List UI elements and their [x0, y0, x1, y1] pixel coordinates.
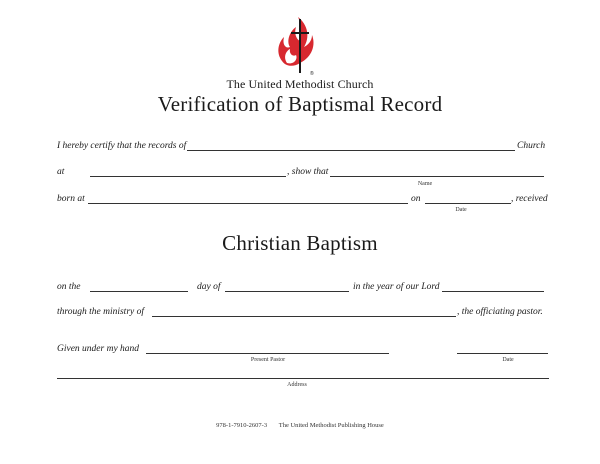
day-of-label: day of: [197, 282, 221, 292]
birthplace-field[interactable]: [88, 203, 408, 204]
month-field[interactable]: [225, 291, 349, 292]
year-of-lord-label: in the year of our Lord: [353, 282, 440, 292]
date-caption: Date: [455, 207, 467, 213]
publisher: The United Methodist Publishing House: [278, 422, 384, 429]
document-title: Verification of Baptismal Record: [157, 92, 443, 116]
show-that-label: , show that: [287, 167, 329, 177]
birth-date-field[interactable]: [425, 203, 511, 204]
year-field[interactable]: [442, 291, 544, 292]
officiating-pastor-field[interactable]: [152, 316, 456, 317]
footer: [0, 422, 600, 429]
signature-date-field[interactable]: [457, 353, 548, 354]
isbn: 978-1-7910-2607-3: [216, 422, 268, 429]
name-field[interactable]: [330, 176, 544, 177]
cross-flame-logo: [270, 13, 320, 79]
on-the-label: on the: [57, 282, 81, 292]
church-location-field[interactable]: [90, 176, 286, 177]
address-caption: Address: [287, 382, 307, 388]
church-name-field[interactable]: [187, 150, 515, 151]
present-pastor-signature-field[interactable]: [146, 353, 389, 354]
organization-name: The United Methodist Church: [226, 77, 374, 91]
on-label: on: [411, 194, 421, 204]
received-label: , received: [511, 194, 548, 204]
present-pastor-caption: Present Pastor: [250, 357, 286, 363]
address-field[interactable]: [57, 378, 549, 379]
certify-lead: I hereby certify that the records of: [57, 141, 187, 151]
church-label: Church: [517, 141, 546, 151]
given-under-label: Given under my hand: [57, 344, 140, 354]
svg-text:®: ®: [310, 71, 314, 77]
ministry-label: through the ministry of: [57, 307, 144, 317]
signature-date-caption: Date: [502, 357, 514, 363]
officiating-label: , the officiating pastor.: [457, 307, 543, 317]
section-heading: Christian Baptism: [222, 231, 378, 255]
born-at-label: born at: [57, 194, 85, 204]
day-field[interactable]: [90, 291, 188, 292]
at-label: at: [57, 167, 65, 177]
name-caption: Name: [417, 181, 433, 187]
cross-flame-icon: [270, 13, 320, 79]
